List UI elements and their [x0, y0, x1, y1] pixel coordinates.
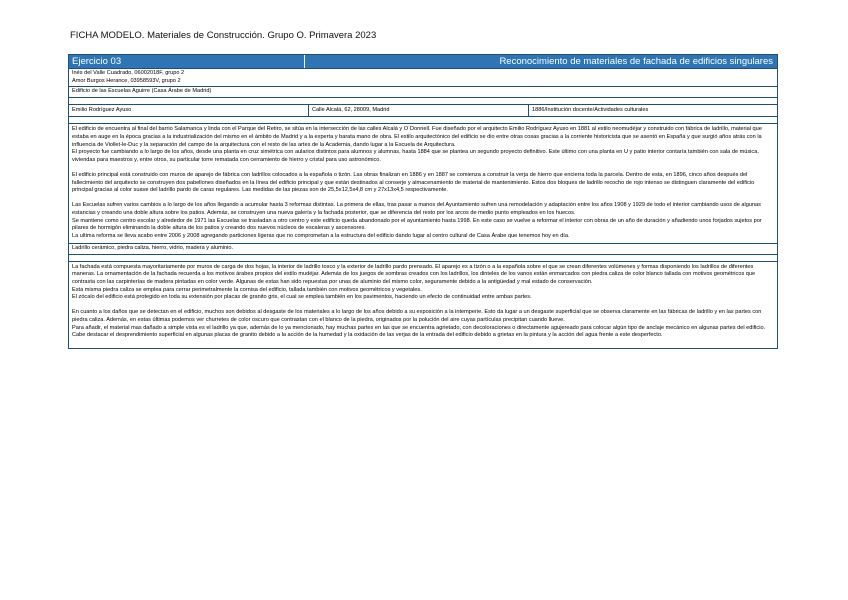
exercise-header	[69, 55, 777, 68]
facade-paragraph: Cabe destacar el desprendimiento superficial en algunas placas de granito debido a la acción de la humedad y la oxidación de las verjas de la entrada del edificio debido a grietas en la pintura y la acción del agua frente a este desperfecto.	[72, 332, 663, 339]
facade-paragraph: El zócalo del edificio está protegido en toda su extensión por placas de granito gris, el cual se emplea también en los pavimentos, haciendo un efecto de continuidad entre ambas partes.	[72, 294, 532, 301]
author-line-2: Amor Burgos Herance, 03958593V, grupo 2	[72, 77, 181, 84]
facade-paragraph: Esta misma piedra caliza se emplea para cerrar perimetralmente la cornisa del edificio, tallada también con motivos geométricos y vegetales.	[72, 286, 422, 293]
info-row	[69, 104, 777, 117]
address-cell: Calle Alcalá, 62, 28009, Madrid	[309, 105, 529, 117]
history-paragraph: Se mantiene como centro escolar y alrededor de 1971 las Escuelas se trasladan a otro centro y este edificio queda abandonado por el ayuntamiento hasta 1998. En este caso se vuelve a reformar el interior con obras de un año de duración y añadiendo unos forjados sujetos por pilares de hormigón eliminando la doble altura de los patios y creando dos nuevos núcleos de escaleras y ascensores.	[72, 217, 762, 232]
history-paragraph: El proyecto fue cambiando a lo largo de los años, desde una planta en cruz simétrica con aularios distintos para alumnos y alumnas, hasta 1884 que se plantea un segundo proyecto definitivo. Este último con una planta en U y patio interior contaría también con sala de música, viviendas para maestros y, entre otros, su particular torre rematada con cerramiento de hierro y cristal para uso astronómico.	[72, 149, 759, 163]
document-title: FICHA MODELO. Materiales de Construcción. Grupo O. Primavera 2023	[70, 30, 377, 41]
author-line-1: Inés del Valle Cuadrado, 06002018F, grupo 2	[72, 70, 185, 76]
facade-paragraph: En cuanto a los daños que se detectan en el edificio, muchos son debidos al desgaste de los materiales a lo largo de los años debido a su exposición a la intemperie. Esto da lugar a un desgaste superficial que se observa claramente en las fábricas de ladrillo y en las partes con piedra caliza. Además, en estas últimas podemos ver churretes de color oscuro que contrastan con el blanco de la piedra, originados por la polución del aire cuyas partículas precipitan cuando llueve.	[72, 309, 762, 324]
form-sheet	[68, 54, 778, 349]
facade-paragraph: La fachada está compuesta mayoritariamente por muros de carga de dos hojas, la interior de ladrillo tosco y la exterior de ladrillo pardo prensado. El aparejo es a tizón o a la española sobre el que se crean diferentes volúmenes y formas disponiendo los ladrillos de diferentes maneras. La ornamentación de la fachada recuerda a los motivos árabes propios del estilo mudéjar. Además de los juegos de sombras creados con los ladrillos, los dinteles de los vanos están enmarcados con piedra caliza de color blanco tallada con motivos geométricos que contrasta con las carpinterías de madera pintadas en color verde. Algunas de estas han sido repuestas por unas de aluminio del mismo color, seguramente debido a la antigüedad y mal estado de conservación.	[72, 263, 756, 286]
exercise-label: Ejercicio 03	[69, 55, 305, 68]
history-paragraph: La ultima reforma se lleva acabo entre 2006 y 2008 agregando particiones ligeras que no comprometan a la estructura del edificio dando lugar al centro cultural de Casa Árabe que tenemos hoy en día.	[72, 232, 570, 239]
history-paragraph: El edificio principal está construido con muros de aparejo de fábrica con ladrillos colocados a la española o tizón. Las obras finalizan en 1886 y en 1887 se comienza a construir la verja de hierro que encierra toda la parcela. Dentro de esta, en 1896, cinco años después del fallecimiento del arquitecto se construyen dos pabellones diseñados en la línea del edificio principal y que están destinados al conserje y almacenamiento de material de mantenimiento. Estos dos bloques de ladrillo recocho de rojo intenso se distinguen claramente del edificio principal gracias al color suave del ladrillo pardo de caras regulares. Las medidas de las piezas son de 25,5x12,5x4,8 cm y 27x13x4,5 respectivamente.	[72, 171, 755, 194]
architect-cell: Emilio Rodríguez Ayuso	[69, 105, 309, 117]
history-paragraph: Las Escuelas sufren varios cambios a lo largo de los años llegando a acumular hasta 3 reformas distintas. La primera de ellas, tras pasar a manos del Ayuntamiento sufren una remodelación y adaptación entre los años 1908 y 1929 de todo el interior cambiando usos de algunas estancias y creando una doble altura sobre los patios. Además, se construyen una nueva galería y la fachada posterior, que se diferencia del resto por los arcos de medio punto empleados en los huecos.	[72, 202, 761, 216]
history-paragraph: El edificio de encuentra al final del barrio Salamanca y linda con el Parque del Retiro, se sitúa en la intersección de las calles Alcalá y O´Donnell. Fue diseñado por el arquitecto Emilio Rodríguez Ayuso en 1881 al estilo neomudéjar y construido con fábrica de ladrillo, material que estaba en auge en la época gracias a la industrialización del mismo en el ámbito de Madrid y a la experta y barata mano de obra. El estilo arquitectónico del edificio se dio entre otras cosas gracias a la corriente historicista que se asentó en España y que surgió años atrás con la influencia de Viollet-le-Duc y la separación del campo de la arquitectura con el resto de las artes de la Academia, dando lugar a la Escuela de Arquitectura.	[72, 126, 762, 148]
authors-row	[69, 68, 777, 86]
building-name: Edificio de las Escuelas Aguirre (Casa Árabe de Madrid)	[72, 88, 212, 95]
history-section	[69, 123, 777, 243]
materials-list: Ladrillo cerámico, piedra caliza, hierro, vidrio, madera y aluminio.	[72, 245, 234, 252]
date-use-cell: 1886/Institución docente/Actividades culturales	[532, 106, 649, 113]
building-name-row	[69, 86, 777, 97]
facade-section	[69, 261, 777, 348]
facade-paragraph: Para añadir, el material mas dañado a simple vista es el ladrillo ya que, además de lo ya mencionado, hay muchas partes en las que se encuentra agrietado, con decoloraciones o directamente agujereado para colocar algún tipo de anclaje mecánico en algunas partes del edificio.	[72, 324, 766, 331]
materials-row	[69, 243, 777, 254]
exercise-topic: Reconocimiento de materiales de fachada de edificios singulares	[499, 56, 773, 67]
